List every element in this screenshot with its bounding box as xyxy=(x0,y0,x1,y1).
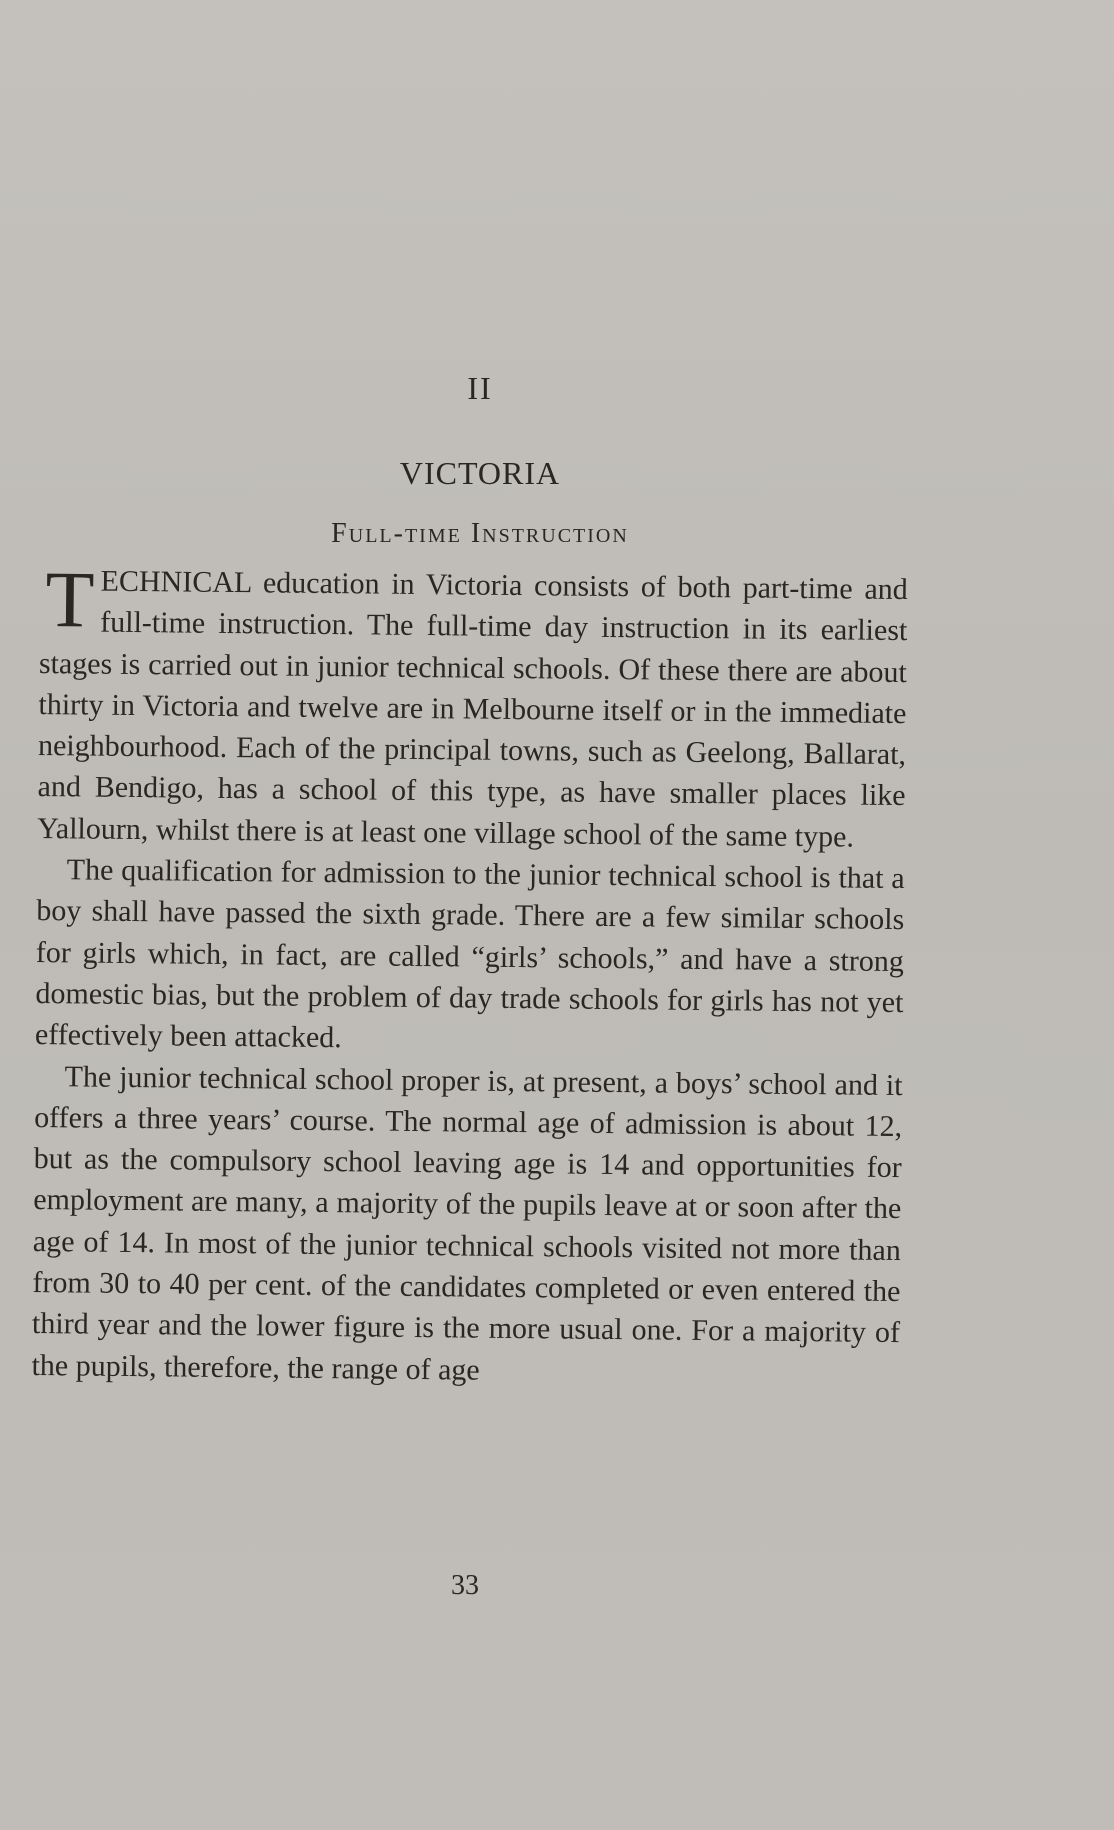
body-text xyxy=(31,556,908,1395)
paragraph-1-text: ECHNICAL education in Victoria consists of both part-time and full-time instruction. The full-time day instruction in its earliest stages is carried out in junior technical schools. Of these there are about thirty in Victoria and twelve are in Melbourne itself or in the immediate neighbourhood. Each of the principal towns, such as Geelong, Ballarat, and Bendigo, has a school of this type, as have smaller places like Yallourn, whilst there is at least one village school of the same type. xyxy=(37,564,908,854)
paragraph-3: The junior technical school proper is, at present, a boys’ school and it offers a three years’ course. The normal age of admission is about 12, but as the compulsory school leaving age is 14 and opportunities for employment are many, a majority of the pupils leave at or soon after the age of 14. In most of the junior technical schools visited not more than from 30 to 40 per cent. of the candidates completed or even entered the third year and the lower figure is the more usual one. For a majority of the pupils, therefore, the range of age xyxy=(31,1059,903,1387)
page-number: 33 xyxy=(451,1570,479,1601)
drop-cap: T xyxy=(45,556,95,645)
chapter-title: VICTORIA xyxy=(399,455,561,491)
section-heading: Full-time Instruction xyxy=(331,518,629,549)
chapter-number: II xyxy=(467,370,493,406)
paragraph-2: The qualification for admission to the junior technical school is that a boy shall have passed the sixth grade. There are a few similar schools for girls which, in fact, are called “girls’ schools,” and have a strong domestic bias, but the problem of day trade schools for girls has not yet effectively been attacked. xyxy=(34,853,905,1055)
paragraph-1 xyxy=(37,556,908,858)
